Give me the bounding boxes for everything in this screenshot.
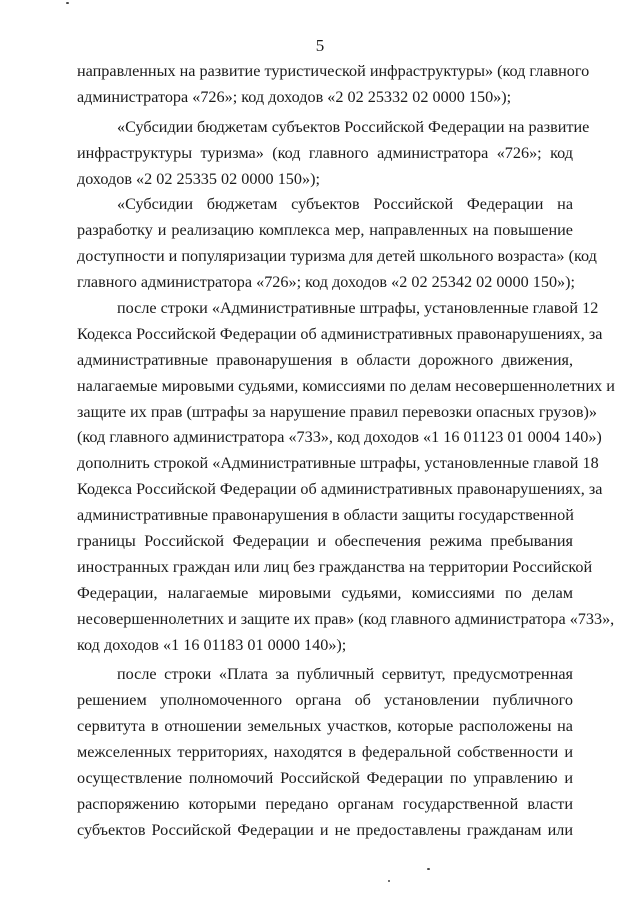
text-line: (код главного администратора «733», код доходов «1 16 01123 01 0004 140») <box>77 428 602 447</box>
text-line: Кодекса Российской Федерации об административных правонарушениях, за <box>77 324 603 343</box>
text-line: код доходов «1 16 01183 01 0000 140»); <box>77 635 347 654</box>
text-line: доходов «2 02 25335 02 0000 150»); <box>77 169 320 188</box>
text-line: главного администратора «726»; код доходов «2 02 25342 02 0000 150»); <box>77 273 576 292</box>
text-line: несовершеннолетних и защите их прав» (код главного администратора «733», <box>77 609 615 628</box>
paragraph <box>77 59 590 111</box>
text-line: разработку и реализацию комплекса мер, направленных на повышение <box>77 221 573 240</box>
text-line: административные правонарушения в области защиты государственной <box>77 506 574 525</box>
text-line: решением уполномоченного органа об установлении публичного <box>77 691 573 710</box>
text-line: субъектов Российской Федерации и не предоставлены гражданам или <box>77 820 573 839</box>
paragraph <box>77 192 597 296</box>
text-line: дополнить строкой «Административные штрафы, установленные главой 18 <box>77 454 599 473</box>
text-line: административные правонарушения в области дорожного движения, <box>77 350 573 369</box>
text-line: иностранных граждан или лиц без гражданства на территории Российской <box>77 557 593 576</box>
text-line: границы Российской Федерации и обеспечения режима пребывания <box>77 532 573 551</box>
document-body <box>77 59 615 844</box>
text-line: «Субсидии бюджетам субъектов Российской Федерации на развитие <box>117 117 590 136</box>
text-line: межселенных территориях, находятся в федеральной собственности и <box>77 743 573 762</box>
text-line: администратора «726»; код доходов «2 02 25332 02 0000 150»); <box>77 87 512 106</box>
text-line: «Субсидии бюджетам субъектов Российской Федерации на <box>117 195 573 214</box>
scan-speck <box>427 868 430 870</box>
text-line: защите их прав (штрафы за нарушение правил перевозки опасных грузов)» <box>77 402 597 421</box>
paragraph <box>77 115 590 193</box>
scan-speck <box>66 2 69 4</box>
text-line: после строки «Административные штрафы, установленные главой 12 <box>117 299 599 318</box>
scan-speck <box>388 880 390 882</box>
text-line: распоряжению которыми передано органам государственной власти <box>77 794 573 813</box>
text-line: осуществление полномочий Российской Федерации по управлению и <box>77 769 573 788</box>
text-line: инфраструктуры туризма» (код главного администратора «726»; код <box>77 143 573 162</box>
text-line: Кодекса Российской Федерации об административных правонарушениях, за <box>77 480 603 499</box>
text-line: после строки «Плата за публичный сервитут, предусмотренная <box>117 665 573 684</box>
paragraph <box>77 296 615 658</box>
text-line: Федерации, налагаемые мировыми судьями, комиссиями по делам <box>77 583 573 602</box>
text-line: доступности и популяризации туризма для детей школьного возраста» (код <box>77 247 597 266</box>
page-number: 5 <box>315 36 325 55</box>
paragraph <box>77 662 573 843</box>
text-line: сервитута в отношении земельных участков, которые расположены на <box>77 717 573 736</box>
text-line: налагаемые мировыми судьями, комиссиями по делам несовершеннолетних и <box>77 376 615 395</box>
text-line: направленных на развитие туристической инфраструктуры» (код главного <box>77 62 590 80</box>
